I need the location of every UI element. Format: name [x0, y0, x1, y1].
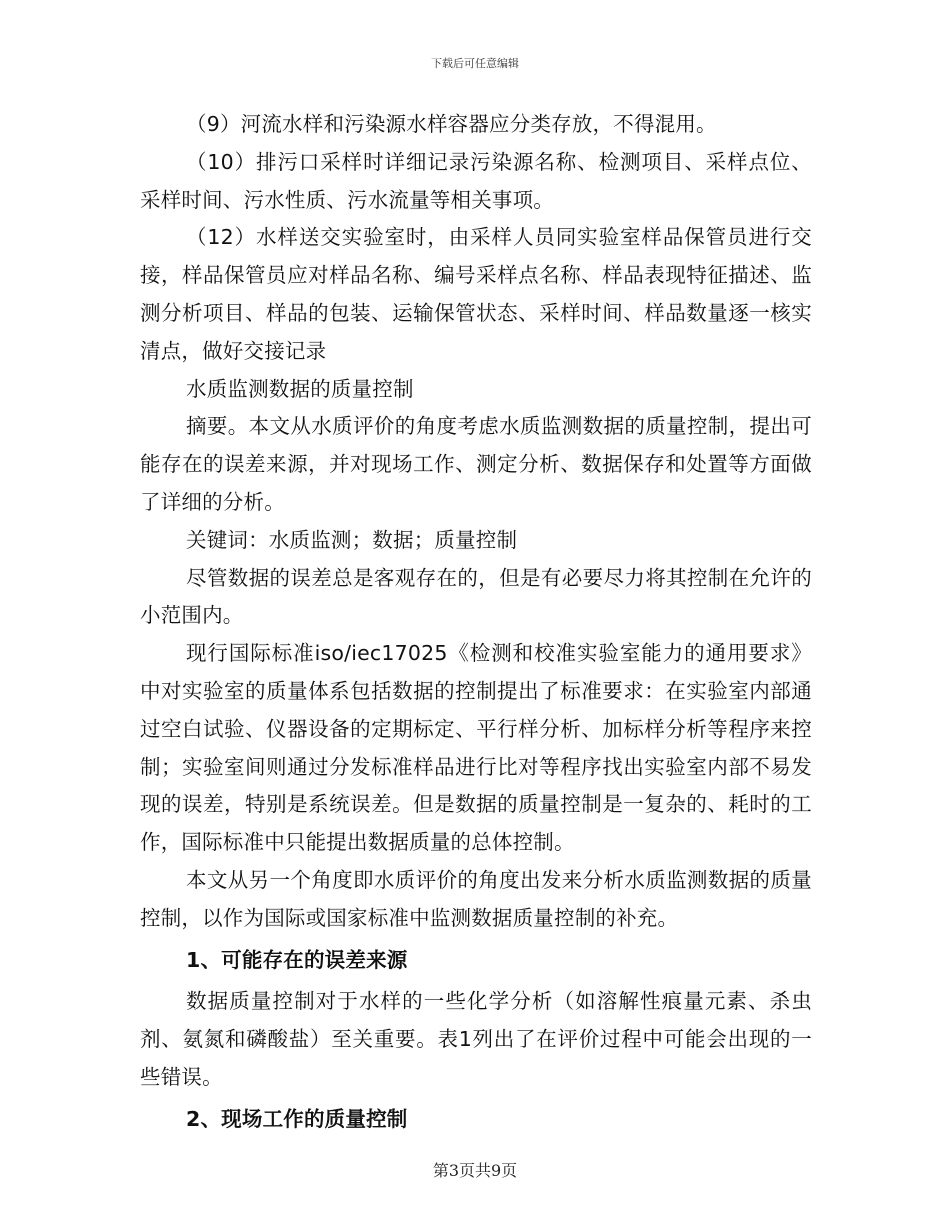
page-number: 第3页共9页: [432, 1161, 518, 1180]
paragraph-standard: 现行国际标准iso/iec17025《检测和校准实验室能力的通用要求》中对实验室的质量体系包括数据的控制提出了标准要求：在实验室内部通过空白试验、仪器设备的定期标定、平行样分析、加标样分析等程序来控制；实验室间则通过分发标准样品进行比对等程序找出实验室内部不易发现的误差，特别是系统误差。但是数据的质量控制是一复杂的、耗时的工作，国际标准中只能提出数据质量的总体控制。: [140, 641, 812, 855]
paragraph-error-sources: 数据质量控制对于水样的一些化学分析（如溶解性痕量元素、杀虫剂、氨氮和磷酸盐）至关重要。表1列出了在评价过程中可能会出现的一些错误。: [140, 989, 812, 1089]
document-body: [140, 106, 812, 1143]
paragraph-item-12: （12）水样送交实验室时，由采样人员同实验室样品保管员进行交接，样品保管员应对样品名称、编号采样点名称、样品表现特征描述、监测分析项目、样品的包装、运输保管状态、采样时间、样品数量逐一核实清点，做好交接记录: [140, 225, 812, 363]
article-title: 水质监测数据的质量控制: [186, 376, 414, 401]
section-heading-2: 2、现场工作的质量控制: [186, 1106, 408, 1131]
keywords: 关键词：水质监测；数据；质量控制: [186, 527, 518, 552]
paragraph-item-10: （10）排污口采样时详细记录污染源名称、检测项目、采样点位、采样时间、污水性质、污水流量等相关事项。: [140, 149, 812, 212]
paragraph-perspective: 本文从另一个角度即水质评价的角度出发来分析水质监测数据的质量控制，以作为国际或国家标准中监测数据质量控制的补充。: [140, 867, 812, 930]
paragraph-item-9: （9）河流水样和污染源水样容器应分类存放，不得混用。: [186, 112, 717, 136]
abstract: 摘要。本文从水质评价的角度考虑水质监测数据的质量控制，提出可能存在的误差来源，并对现场工作、测定分析、数据保存和处置等方面做了详细的分析。: [140, 414, 812, 514]
page-header: 下载后可任意编辑: [431, 57, 519, 70]
paragraph-intro: 尽管数据的误差总是客观存在的，但是有必要尽力将其控制在允许的小范围内。: [140, 565, 812, 628]
section-heading-1: 1、可能存在的误差来源: [186, 947, 408, 972]
